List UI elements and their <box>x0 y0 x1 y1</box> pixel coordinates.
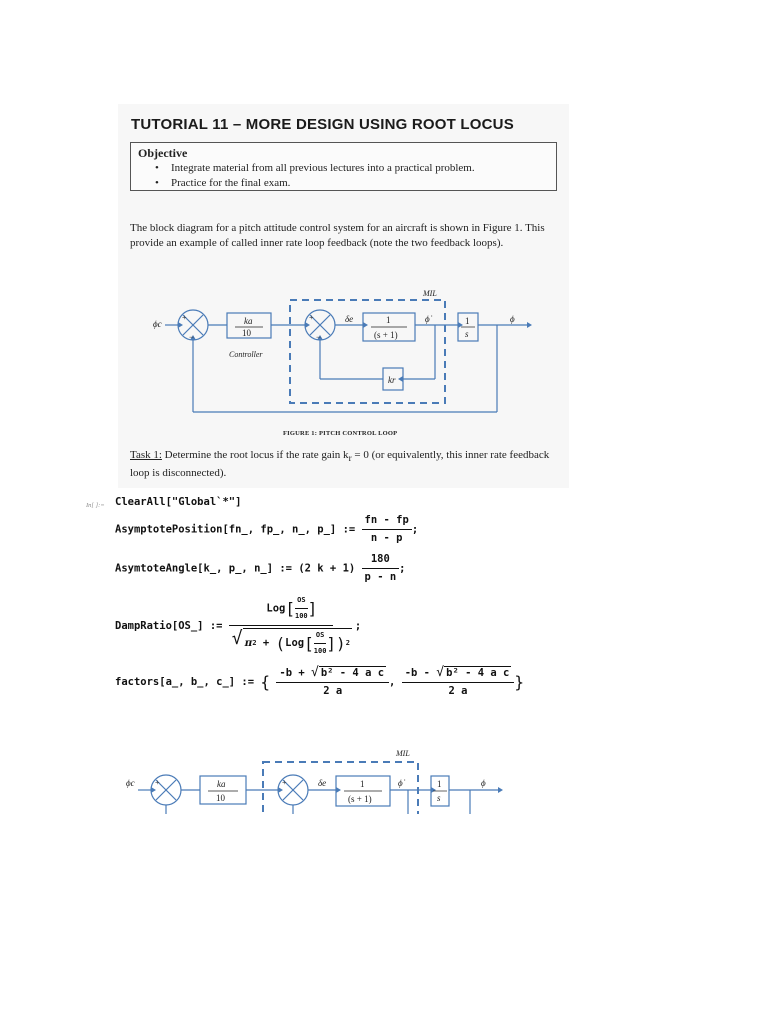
integrator-den-copy: s <box>437 793 441 803</box>
integrator-den: s <box>465 329 469 339</box>
hundred: 100 <box>313 647 327 655</box>
factors-denominator: 2 a <box>448 685 468 697</box>
integrator-num-copy: 1 <box>437 779 442 789</box>
task-rest: = 0 (or equivalently, this inner rate feedback loop is disconnected). <box>130 449 550 480</box>
integrator-num: 1 <box>465 316 470 326</box>
asymptote-angle-line[interactable] <box>115 553 405 584</box>
fraction-denominator: p - n <box>364 571 397 583</box>
task-label: Task 1: <box>130 449 162 461</box>
inner-loop-label-copy: MIL <box>396 749 410 758</box>
log-function: Log <box>266 602 286 615</box>
input-label-copy: ϕc <box>126 778 135 788</box>
asymptote-position-fraction <box>362 514 412 545</box>
os-symbol: OS <box>297 596 306 604</box>
delta-label-copy: δe <box>318 778 327 788</box>
controller-gain-num-copy: ka <box>217 779 226 789</box>
input-label: ϕc <box>153 319 162 329</box>
rate-label: ϕ̇ <box>425 314 430 324</box>
objective-heading: Objective <box>138 146 188 160</box>
task-text: Determine the root locus if the rate gain k <box>161 449 349 461</box>
factors-num-minus: -b - <box>404 667 437 679</box>
delta-label: δe <box>345 314 354 324</box>
objective-list <box>153 161 475 191</box>
objective-bullet: • Integrate material from all previous lectures into a practical problem. <box>153 161 475 176</box>
fraction-denominator: n - p <box>370 532 403 544</box>
semicolon: ; <box>354 620 362 632</box>
rate-gain-label: kr <box>388 375 396 385</box>
damp-ratio-fraction <box>229 594 355 658</box>
output-label: ϕ <box>510 314 515 324</box>
pi-symbol: π <box>244 637 253 649</box>
sum2-minus: − <box>316 332 322 342</box>
controller-gain-den-copy: 10 <box>216 793 225 803</box>
pitch-control-diagram-copy <box>118 740 518 814</box>
sum1-plus-copy: + <box>155 778 160 787</box>
intro-paragraph: The block diagram for a pitch attitude control system for an aircraft is shown in Figure 1. This provide an example of called inner rate loop feedback (note the two feedback loops). <box>130 222 545 249</box>
sum2-plus-copy: + <box>282 778 287 787</box>
plant-num: 1 <box>386 315 391 325</box>
log-function: Log <box>285 637 305 649</box>
factors-radicand: b² - 4 a c <box>320 667 385 679</box>
clearall-line[interactable]: ClearAll["Global`*"] <box>115 496 242 508</box>
factors-lhs: factors[a_, b_, c_] := <box>115 676 255 688</box>
controller-gain-num: ka <box>244 316 253 326</box>
damp-numerator: Log[ $\frac{OS}{100}$ ] <box>263 594 320 623</box>
factors-line[interactable]: factors[a_, b_, c_] := { -b + √ b² - 4 a c 2 a , -b - √ b² - 4 a c 2 a } <box>115 665 524 697</box>
asymptote-position-line[interactable] <box>115 514 418 545</box>
fraction-numerator: 180 <box>370 553 390 565</box>
figure-caption: FIGURE 1: PITCH CONTROL LOOP <box>283 430 398 437</box>
plant-den-copy: (s + 1) <box>348 794 372 804</box>
asymptote-angle-fraction <box>362 553 400 584</box>
factors-denominator: 2 a <box>323 685 343 697</box>
objective-bullet: • Practice for the final exam. <box>153 176 475 191</box>
plant-den: (s + 1) <box>374 330 398 340</box>
controller-gain-den: 10 <box>242 328 251 338</box>
objective-box <box>130 142 557 191</box>
task-sub: r <box>348 453 352 464</box>
damp-ratio-line[interactable] <box>115 594 361 658</box>
inner-loop-label: MIL <box>423 289 437 298</box>
os-symbol: OS <box>315 631 325 639</box>
asymptote-angle-lhs: AsymtoteAngle[k_, p_, n_] := (2 k + 1) <box>115 562 356 575</box>
comma: , <box>389 676 396 688</box>
sum1-minus: − <box>189 332 195 342</box>
rate-label-copy: ϕ̇ <box>398 778 403 788</box>
output-label-copy: ϕ <box>481 778 486 788</box>
damp-ratio-lhs: DampRatio[OS_] := <box>115 620 223 632</box>
hundred: 100 <box>295 612 308 620</box>
plant-num-copy: 1 <box>360 779 365 789</box>
task-paragraph <box>130 448 550 481</box>
damp-denominator: √ π 2 + ( Log [ $\frac{OS}{100}$ ]) 2 <box>229 628 355 658</box>
fraction-numerator: fn - fp <box>364 514 409 526</box>
cell-input-label[interactable]: In[ ]:= <box>86 502 105 509</box>
factors-fraction-minus: -b - √ b² - 4 a c 2 a <box>402 666 515 698</box>
asymptote-position-lhs: AsymptotePosition[fn_, fp_, n_, p_] := <box>115 523 356 536</box>
sum2-plus: + <box>309 313 314 322</box>
controller-label: Controller <box>229 350 263 359</box>
semicolon: ; <box>399 562 406 575</box>
pitch-control-diagram <box>145 282 545 422</box>
factors-radicand: b² - 4 a c <box>446 667 510 679</box>
semicolon: ; <box>411 523 419 536</box>
factors-fraction-plus: -b + √ b² - 4 a c 2 a <box>276 666 389 698</box>
factors-num-plus: -b + <box>279 667 311 679</box>
tutorial-title: TUTORIAL 11 – MORE DESIGN USING ROOT LOCUS <box>131 116 514 133</box>
sum1-plus: + <box>182 313 187 322</box>
